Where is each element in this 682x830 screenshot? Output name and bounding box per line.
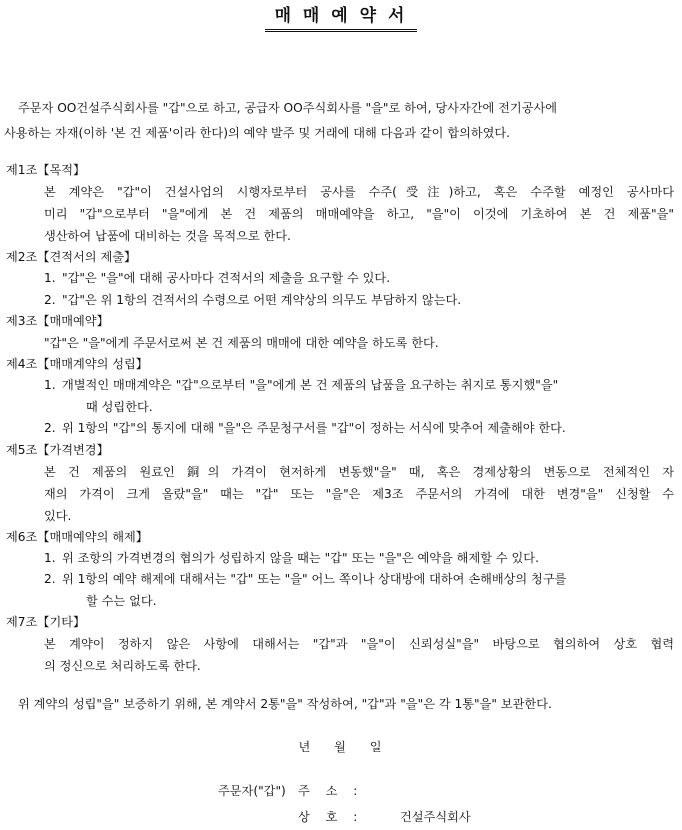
item-text: "갑"은 "을"에 대해 공사마다 견적서의 제출을 요구할 수 있다. [62,271,391,285]
articles [6,160,674,677]
item-number: 2. [44,421,56,435]
item-text: 위 조항의 가격변경의 협의가 성립하지 않을 때는 "갑" 또는 "을"은 예약을 해제할 수 있다. [62,550,539,565]
article-line: "갑"은 "을"에게 주문서로써 본 건 제품의 매매에 대한 예약을 하도록 한다. [44,336,439,350]
article-body [6,548,674,613]
article-heading: 제2조【견적서의 제출】 [6,250,137,264]
article-1 [6,160,674,247]
item-number: 1. [44,550,56,565]
article-heading: 제1조【목적】 [6,163,86,177]
article-heading: 제5조【가격변경】 [6,442,109,457]
item-text-wrap [62,375,674,418]
date-year-label: 년 [298,740,313,754]
signatory-role-spacer [218,804,298,830]
signatory-role: 주문자("갑") [218,784,286,798]
item-text-continued: 때 성립한다. [86,399,153,414]
intro-line-2: 사용하는 자재(이하 '본 건 제품'이라 한다)의 예약 발주 및 거래에 대해 다음과 같이 합의하였다. [4,126,511,140]
address-label: 주 소 : [298,784,364,798]
list-item [44,569,674,612]
article-heading: 제7조【기타】 [6,615,86,629]
company-value: 건설주식회사 [400,810,471,824]
article-line: 재의 가격이 크게 올랐"을" 때는 "갑" 또는 "을"은 제3조 주문서의 가격에 대한 변경"을" 신청할 수 [44,486,674,501]
item-text: 개별적인 매매계약은 "갑"으로부터 "을"에게 본 건 제품의 납품을 요구하는 취지로 통지했"을" [62,378,559,392]
list-item [44,268,674,290]
list-item [44,375,674,418]
article-4 [6,354,674,440]
article-line: 의 정신으로 처리하도록 한다. [44,659,201,673]
item-number: 2. [44,292,56,307]
item-number: 1. [44,271,56,285]
article-line: 미리 "갑"으로부터 "을"에게 본 건 제품의 매매예약을 하고, "을"이 이것에 기초하여 본 건 제품"을" [44,207,674,221]
signature-block [218,778,471,830]
article-line: 생산하여 납품에 대비하는 것을 목적으로 한다. [44,229,291,243]
closing-statement: 위 계약의 성립"을" 보증하기 위해, 본 계약서 2통"을" 작성하여, "갑"과 "을"은 각 1통"을" 보관한다. [18,697,552,711]
item-text: 위 1항의 "갑"의 통지에 대해 "을"은 주문청구서를 "갑"이 정하는 서식에 맞추어 제출해야 한다. [62,421,566,435]
date-month-label: 월 [334,740,348,754]
item-text: 위 1항의 예약 해제에 대해서는 "갑" 또는 "을" 어느 쪽이나 상대방에 대하여 손해배상의 청구를 [62,572,567,586]
article-body [6,181,674,247]
article-line: 본 계약은 "갑"이 건설사업의 시행자로부터 공사를 수주(受注)하고, 혹은 수주할 예정인 공사마다 [44,185,674,199]
intro-line-1: 주문자 OO건설주식회사를 "갑"으로 하고, 공급자 OO주식회사를 "을"로 하여, 당사자간에 전기공사에 [18,101,558,115]
article-body [6,461,674,527]
list-item [44,290,674,312]
article-body [6,332,674,354]
list-item [44,548,674,570]
company-label: 상 호 : [298,810,364,824]
intro-paragraph [4,96,672,146]
article-line: 있다. [44,508,72,523]
document-title: 매 매 예 약 서 [265,0,418,32]
article-heading: 제4조【매매계약의 성립】 [6,357,148,371]
article-6 [6,527,674,613]
article-line: 본 건 제품의 원료인 銅의 가격이 현저하게 변동했"을" 때, 혹은 경제상황의 변동으로 전체적인 자 [44,464,674,479]
item-number: 1. [44,378,56,392]
article-heading: 제6조【매매예약의 해제】 [6,529,148,544]
title-wrap [0,0,682,32]
article-body [6,268,674,311]
item-number: 2. [44,572,56,586]
article-body [6,375,674,440]
item-text-wrap [62,569,674,612]
article-heading: 제3조【매매예약】 [6,314,109,328]
article-5 [6,440,674,527]
date-day-label: 일 [369,740,384,754]
article-body [6,633,674,677]
signature-address-row [218,778,471,804]
article-7 [6,612,674,677]
item-text-continued: 할 수는 없다. [86,593,157,608]
article-3 [6,311,674,354]
date-line [0,738,682,755]
signature-company-row [218,804,471,830]
article-line: 본 계약이 정하지 않은 사항에 대해서는 "갑"과 "을"이 신뢰성실"을" 바탕으로 협의하여 상호 협력 [44,637,674,651]
item-text: "갑"은 위 1항의 견적서의 수령으로 어떤 계약상의 의무도 부담하지 않는다. [62,292,462,307]
list-item [44,418,674,440]
article-2 [6,247,674,311]
